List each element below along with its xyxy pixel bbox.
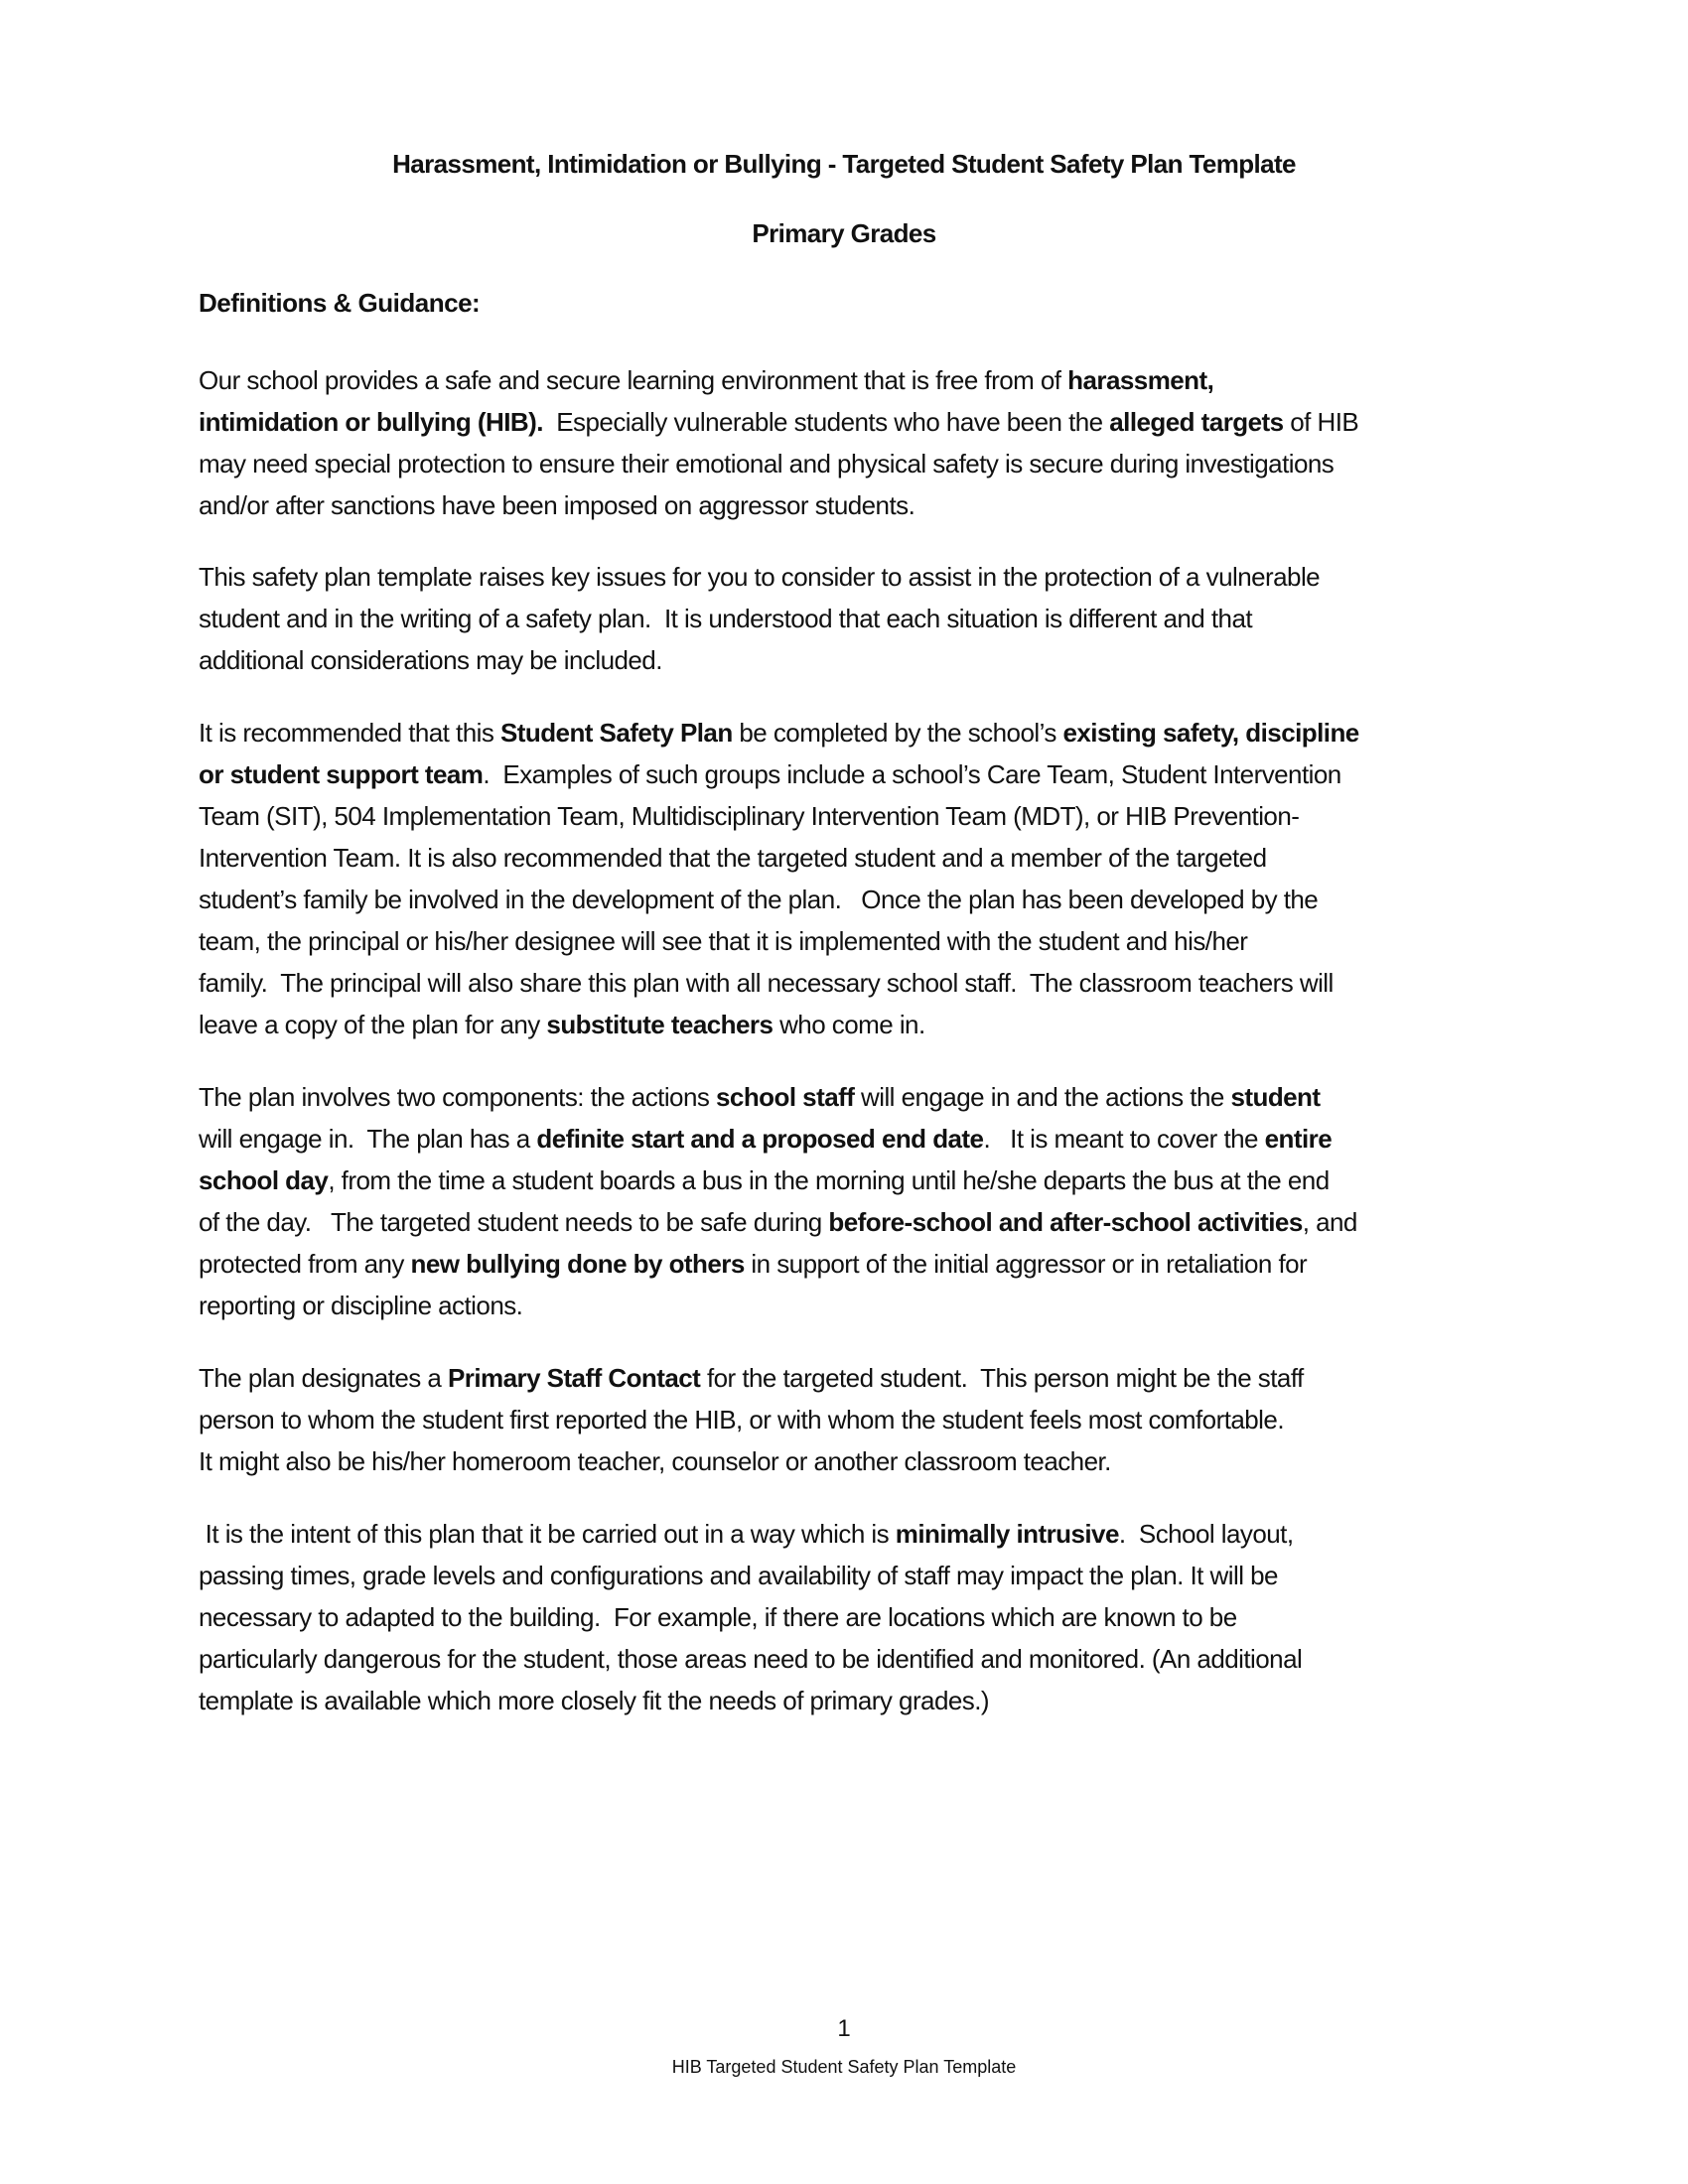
paragraph-template-purpose <box>199 556 1509 681</box>
text-run: The plan designates a <box>199 1363 448 1393</box>
text-line <box>199 359 1509 401</box>
text-run: particularly dangerous for the student, those areas need to be identified and monitored. (An additional <box>199 1644 1303 1674</box>
text-run: passing times, grade levels and configurations and availability of staff may impact the plan. It will be <box>199 1561 1278 1590</box>
text-run: The plan involves two components: the actions <box>199 1082 717 1112</box>
text-run: in support of the initial aggressor or in retaliation for <box>744 1249 1308 1279</box>
page-footer: HIB Targeted Student Safety Plan Template <box>671 2057 1017 2077</box>
paragraph-minimally-intrusive <box>199 1513 1509 1721</box>
text-line <box>199 1638 1509 1680</box>
paragraph-team-recommendation <box>199 712 1509 1045</box>
text-run: who come in. <box>773 1010 925 1039</box>
text-line <box>199 598 1509 639</box>
text-run: , from the time a student boards a bus in the morning until he/she departs the bus at the end <box>328 1165 1330 1195</box>
text-run: and/or after sanctions have been imposed on aggressor students. <box>199 490 915 520</box>
document-subtitle: Primary Grades <box>752 218 936 248</box>
text-run: leave a copy of the plan for any <box>199 1010 547 1039</box>
text-line <box>199 1118 1509 1160</box>
text-run: person to whom the student first reported the HIB, or with whom the student feels most comfortable. <box>199 1405 1284 1434</box>
text-line <box>199 401 1509 443</box>
text-run: family. The principal will also share this plan with all necessary school staff. The classroom teachers will <box>199 968 1334 998</box>
text-run: additional considerations may be included. <box>199 645 662 675</box>
text-line <box>199 795 1509 837</box>
text-line <box>199 1160 1509 1201</box>
text-line <box>199 920 1509 962</box>
text-line <box>199 1076 1509 1118</box>
text-run: template is available which more closely fit the needs of primary grades.) <box>199 1686 990 1715</box>
bold-text: existing safety, discipline <box>1062 718 1359 748</box>
text-line <box>199 753 1509 795</box>
page-number: 1 <box>837 2015 851 2042</box>
text-line <box>199 639 1509 681</box>
bold-text: substitute teachers <box>546 1010 774 1039</box>
text-run: team, the principal or his/her designee will see that it is implemented with the student and his/her <box>199 926 1248 956</box>
text-run: may need special protection to ensure their emotional and physical safety is secure during investigations <box>199 449 1335 478</box>
bold-text: school staff <box>716 1082 855 1112</box>
bold-text: student <box>1230 1082 1321 1112</box>
text-run: be completed by the school’s <box>732 718 1063 748</box>
text-line <box>199 1513 1509 1555</box>
text-run: protected from any <box>199 1249 411 1279</box>
text-run: Team (SIT), 504 Implementation Team, Multidisciplinary Intervention Team (MDT), or HIB Prevention- <box>199 801 1300 831</box>
text-run: . It is meant to cover the <box>983 1124 1265 1154</box>
text-run: Our school provides a safe and secure learning environment that is free from of <box>199 365 1068 395</box>
bold-text: Student Safety Plan <box>499 718 733 748</box>
text-run: student and in the writing of a safety plan. It is understood that each situation is different and that <box>199 604 1253 633</box>
text-line <box>199 837 1509 879</box>
text-run: necessary to adapted to the building. For example, if there are locations which are known to be <box>199 1602 1237 1632</box>
text-run: It is the intent of this plan that it be carried out in a way which is <box>199 1519 896 1549</box>
bold-text: alleged targets <box>1109 407 1284 437</box>
bold-text: Primary Staff Contact <box>447 1363 701 1393</box>
paragraph-plan-components <box>199 1076 1509 1326</box>
bold-text: harassment, <box>1067 365 1214 395</box>
text-run: . Examples of such groups include a school’s Care Team, Student Intervention <box>483 759 1341 789</box>
text-line <box>199 1357 1509 1399</box>
text-line <box>199 1285 1509 1326</box>
text-line <box>199 879 1509 920</box>
text-run: student’s family be involved in the development of the plan. Once the plan has been developed by the <box>199 885 1319 914</box>
text-run: will engage in and the actions the <box>854 1082 1231 1112</box>
text-run: It is recommended that this <box>199 718 500 748</box>
text-line <box>199 1555 1509 1596</box>
text-line <box>199 443 1509 484</box>
text-run: , and <box>1302 1207 1357 1237</box>
text-run: of the day. The targeted student needs to be safe during <box>199 1207 829 1237</box>
text-run: It might also be his/her homeroom teacher, counselor or another classroom teacher. <box>199 1446 1111 1476</box>
document-title: Harassment, Intimidation or Bullying - Targeted Student Safety Plan Template <box>392 149 1296 179</box>
text-line <box>199 1596 1509 1638</box>
paragraph-primary-staff-contact <box>199 1357 1509 1482</box>
text-line <box>199 962 1509 1004</box>
paragraph-intro <box>199 359 1509 526</box>
bold-text: minimally intrusive <box>895 1519 1119 1549</box>
text-line <box>199 712 1509 753</box>
text-line <box>199 1201 1509 1243</box>
bold-text: new bullying done by others <box>410 1249 745 1279</box>
text-run: reporting or discipline actions. <box>199 1291 523 1320</box>
bold-text: definite start and a proposed end date <box>536 1124 984 1154</box>
text-line <box>199 1440 1509 1482</box>
bold-text: before-school and after-school activities <box>828 1207 1303 1237</box>
section-heading: Definitions & Guidance: <box>199 288 481 318</box>
text-line <box>199 1004 1509 1045</box>
text-run: Intervention Team. It is also recommended that the targeted student and a member of the targeted <box>199 843 1267 873</box>
bold-text: intimidation or bullying (HIB). <box>199 407 543 437</box>
bold-text: school day <box>199 1165 329 1195</box>
bold-text: entire <box>1264 1124 1333 1154</box>
text-line <box>199 556 1509 598</box>
text-line <box>199 484 1509 526</box>
bold-text: or student support team <box>199 759 484 789</box>
text-run: for the targeted student. This person might be the staff <box>700 1363 1304 1393</box>
text-line <box>199 1243 1509 1285</box>
text-line <box>199 1680 1509 1721</box>
text-run: This safety plan template raises key issues for you to consider to assist in the protection of a vulnerable <box>199 562 1321 592</box>
text-run: will engage in. The plan has a <box>199 1124 537 1154</box>
text-run: Especially vulnerable students who have been the <box>542 407 1110 437</box>
text-run: . School layout, <box>1118 1519 1294 1549</box>
text-run: of HIB <box>1283 407 1359 437</box>
text-line <box>199 1399 1509 1440</box>
